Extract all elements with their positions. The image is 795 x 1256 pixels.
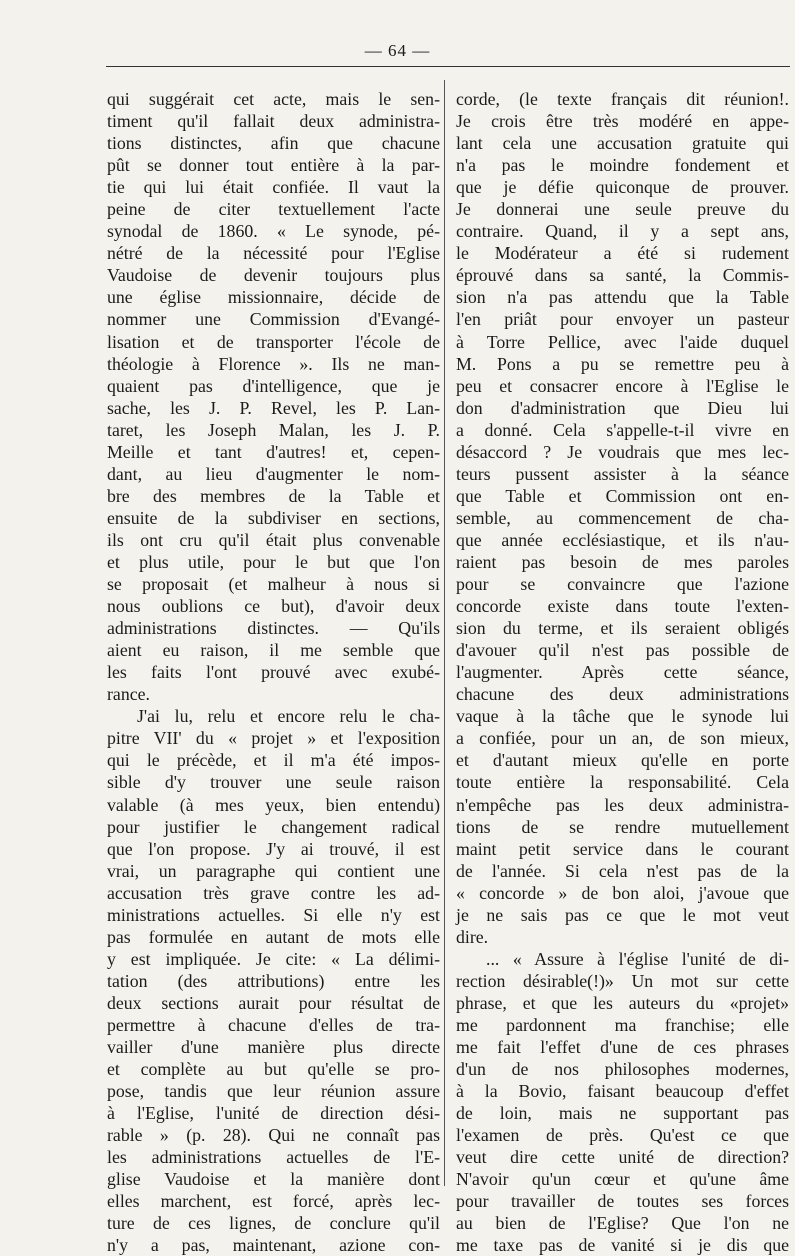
text-line: teurs pussent assister à la séance: [456, 463, 789, 484]
text-line: chacune des deux administrations: [456, 684, 789, 705]
text-line: que année ecclésiastique, et ils n'au-: [456, 529, 789, 550]
text-line: pour travailler de toutes ses forces: [456, 1191, 789, 1212]
text-line: a confiée, pour un an, de son mieux,: [456, 728, 789, 749]
text-line: nommer une Commission d'Evangé-: [107, 309, 440, 330]
text-line: me pardonnent ma franchise; elle: [456, 1014, 789, 1035]
text-line: Meille et tant d'autres! et, cepen-: [107, 441, 440, 462]
text-line: valable (à mes yeux, bien entendu): [107, 794, 440, 815]
text-line: « concorde » de bon aloi, j'avoue que: [456, 882, 789, 903]
text-line: les administrations actuelles de l'E-: [107, 1147, 440, 1168]
text-line: à l'Eglise, l'unité de direction dési-: [107, 1103, 440, 1124]
text-line: corde, (le texte français dit réunion!.: [456, 89, 789, 109]
text-line: tation (des attributions) entre les: [107, 970, 440, 991]
text-line: timent qu'il fallait deux administra-: [107, 111, 440, 132]
text-line: phrase, et que les auteurs du «projet»: [456, 992, 789, 1013]
text-line: me fait l'effet d'une de ces phrases: [456, 1037, 789, 1058]
text-line: désaccord ? Je voudrais que mes lec-: [456, 441, 789, 462]
text-line: éprouvé dans sa santé, la Commis-: [456, 265, 789, 286]
text-line: se proposait (et malheur à nous si: [107, 574, 440, 595]
text-line: l'en priât pour envoyer un pasteur: [456, 309, 789, 330]
text-line: dire.: [456, 926, 489, 947]
text-line: pour justifier le changement radical: [107, 816, 440, 837]
text-line: qui le précède, et il m'a été impos-: [107, 750, 440, 771]
text-line: théologie à Florence ». Ils ne man-: [107, 353, 440, 374]
text-line: et plus utile, pour le but que l'on: [107, 551, 440, 572]
text-line: lisation et de transporter l'école de: [107, 331, 440, 352]
text-line: l'augmenter. Après cette séance,: [456, 662, 789, 683]
text-line: dant, au lieu d'augmenter le nom-: [107, 463, 440, 484]
text-line: contraire. Quand, il y a sept ans,: [456, 221, 789, 242]
text-line: sion du terme, et ils seraient obligés: [456, 618, 789, 639]
text-line: synodal de 1860. « Le synode, pé-: [107, 221, 440, 242]
text-line: administrations distinctes. — Qu'ils: [107, 618, 440, 639]
text-line: n'y a pas, maintenant, azione con-: [107, 1235, 440, 1256]
text-line: pose, tandis que leur réunion assure: [107, 1081, 440, 1102]
text-line: tions de se rendre mutuellement: [456, 816, 789, 837]
text-line: rance.: [107, 684, 150, 705]
text-line: qui suggérait cet acte, mais le sen-: [107, 89, 440, 109]
text-line: Vaudoise de devenir toujours plus: [107, 265, 440, 286]
text-line: à Torre Pellice, avec l'aide duquel: [456, 331, 789, 352]
text-line: tions distinctes, afin que chacune: [107, 133, 440, 154]
text-line: aient eu raison, il me semble que: [107, 640, 440, 661]
text-line: que je défie quiconque de prouver.: [456, 177, 789, 198]
text-line: rection désirable(!)» Un mot sur cette: [456, 970, 789, 991]
text-line: peine de citer textuellement l'acte: [107, 199, 440, 220]
text-line: permettre à chacune d'elles de tra-: [107, 1014, 440, 1035]
text-line: N'avoir qu'un cœur et qu'une âme: [456, 1169, 789, 1190]
text-line: elles marchent, est forcé, après lec-: [107, 1191, 440, 1212]
text-line: lant cela une accusation gratuite qui: [456, 133, 789, 154]
text-line: quaient pas d'intelligence, que je: [107, 375, 440, 396]
text-line: pitre VII' du « projet » et l'exposition: [107, 728, 440, 749]
text-line: nous oublions ce but), d'avoir deux: [107, 596, 440, 617]
text-line: glise Vaudoise et la manière dont: [107, 1169, 440, 1190]
text-line: rable » (p. 28). Qui ne connaît pas: [107, 1125, 440, 1146]
text-line: don d'administration que Dieu lui: [456, 397, 789, 418]
text-line: peu et consacrer encore à l'Eglise le: [456, 375, 789, 396]
text-line: de l'année. Si cela n'est pas de la: [456, 860, 789, 881]
text-line: me taxe pas de vanité si je dis que: [456, 1235, 789, 1256]
text-line: y est impliquée. Je cite: « La délimi-: [107, 948, 440, 969]
text-line: sion n'a pas attendu que la Table: [456, 287, 789, 308]
text-line: J'ai lu, relu et encore relu le cha-: [137, 706, 440, 727]
text-line: n'a pas le moindre fondement et: [456, 155, 789, 176]
text-line: ils ont cru qu'il était plus convenable: [107, 529, 440, 550]
text-line: deux sections aurait pour résultat de: [107, 992, 440, 1013]
text-line: Je crois être très modéré en appe-: [456, 111, 789, 132]
text-line: d'avouer qu'il n'est pas possible de: [456, 640, 789, 661]
text-line: et complète au but qu'elle se pro-: [107, 1059, 440, 1080]
text-line: ministrations actuelles. Si elle n'y est: [107, 904, 440, 925]
text-line: vaque à la tâche que le synode lui: [456, 706, 789, 727]
text-line: et d'autant mieux qu'elle en porte: [456, 750, 789, 771]
right-column: [456, 88, 789, 1256]
text-line: a donné. Cela s'appelle-t-il vivre en: [456, 419, 789, 440]
text-line: nétré de la nécessité pour l'Eglise: [107, 243, 440, 264]
text-line: sache, les J. P. Revel, les P. Lan-: [107, 397, 440, 418]
page-number: — 64 —: [364, 41, 431, 60]
text-line: vailler d'une manière plus directe: [107, 1037, 440, 1058]
text-line: taret, les Joseph Malan, les J. P.: [107, 419, 440, 440]
text-line: ... « Assure à l'église l'unité de di-: [486, 948, 789, 969]
text-line: à la Bovio, faisant beaucoup d'effet: [456, 1081, 789, 1102]
header-rule: [106, 66, 790, 67]
text-line: maint petit service dans le courant: [456, 838, 789, 859]
text-line: au bien de l'Eglise? Que l'on ne: [456, 1213, 789, 1234]
column-divider: [444, 80, 445, 1186]
text-line: une église missionnaire, décide de: [107, 287, 440, 308]
text-line: les faits l'ont prouvé avec exubé-: [107, 662, 440, 683]
text-line: M. Pons a pu se remettre peu à: [456, 353, 789, 374]
text-line: le Modérateur a été si rudement: [456, 243, 789, 264]
text-line: n'empêche pas les deux administra-: [456, 794, 789, 815]
text-line: tie qui lui était confiée. Il vaut la: [107, 177, 440, 198]
text-line: d'un de nos philosophes modernes,: [456, 1059, 789, 1080]
text-line: que l'on propose. J'y ai trouvé, il est: [107, 838, 440, 859]
text-line: accusation très grave contre les ad-: [107, 882, 440, 903]
text-line: veut dire cette unité de direction?: [456, 1147, 789, 1168]
text-line: concorde existe dans toute l'exten-: [456, 596, 789, 617]
text-line: raient pas besoin de mes paroles: [456, 551, 789, 572]
text-line: Je donnerai une seule preuve du: [456, 199, 789, 220]
text-line: pas formulée en autant de mots elle: [107, 926, 440, 947]
left-column: [107, 88, 440, 1256]
text-line: bre des membres de la Table et: [107, 485, 440, 506]
text-line: semble, au commencement de cha-: [456, 507, 789, 528]
text-line: que Table et Commission ont en-: [456, 485, 789, 506]
text-line: ture de ces lignes, de conclure qu'il: [107, 1213, 440, 1234]
text-line: l'examen de près. Qu'est ce que: [456, 1125, 789, 1146]
text-line: sible d'y trouver une seule raison: [107, 772, 440, 793]
text-line: pour se convaincre que l'azione: [456, 574, 789, 595]
text-line: de loin, mais ne supportant pas: [456, 1103, 789, 1124]
text-line: vrai, un paragraphe qui contient une: [107, 860, 440, 881]
text-line: toute entière la responsabilité. Cela: [456, 772, 789, 793]
text-line: je ne sais pas ce que le mot veut: [456, 904, 789, 925]
text-line: ensuite de la subdiviser en sections,: [107, 507, 440, 528]
text-line: pût se donner tout entière à la par-: [107, 155, 440, 176]
